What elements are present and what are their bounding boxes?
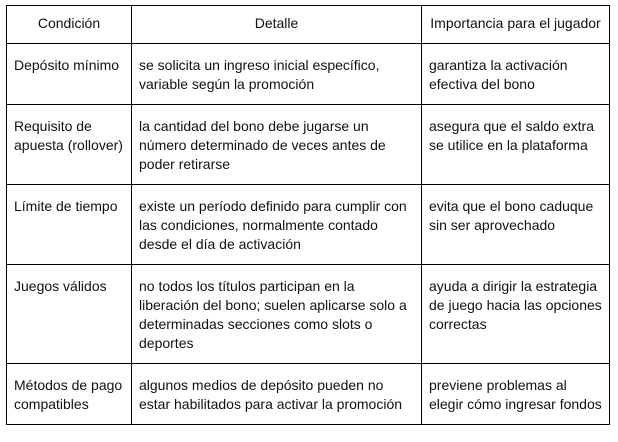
cell-importancia: garantiza la activación efectiva del bono bbox=[422, 44, 610, 105]
cell-condicion: Depósito mínimo bbox=[7, 44, 132, 105]
cell-detalle: algunos medios de depósito pueden no estar habilitados para activar la promoción bbox=[132, 364, 422, 425]
table-header bbox=[7, 6, 610, 44]
cell-importancia: evita que el bono caduque sin ser aprovechado bbox=[422, 185, 610, 265]
cell-importancia: asegura que el saldo extra se utilice en la plataforma bbox=[422, 105, 610, 185]
cell-importancia: ayuda a dirigir la estrategia de juego hacia las opciones correctas bbox=[422, 265, 610, 364]
cell-detalle: se solicita un ingreso inicial específico, variable según la promoción bbox=[132, 44, 422, 105]
header-importancia: Importancia para el jugador bbox=[422, 6, 610, 44]
table-row bbox=[7, 105, 610, 185]
cell-condicion: Métodos de pago compatibles bbox=[7, 364, 132, 425]
table-row bbox=[7, 364, 610, 425]
conditions-table bbox=[6, 5, 610, 425]
cell-condicion: Requisito de apuesta (rollover) bbox=[7, 105, 132, 185]
cell-detalle: no todos los títulos participan en la liberación del bono; suelen aplicarse solo a determinadas secciones como slots o deportes bbox=[132, 265, 422, 364]
table-row bbox=[7, 185, 610, 265]
header-detalle: Detalle bbox=[132, 6, 422, 44]
cell-detalle: existe un período definido para cumplir con las condiciones, normalmente contado desde el día de activación bbox=[132, 185, 422, 265]
cell-condicion: Juegos válidos bbox=[7, 265, 132, 364]
header-condicion: Condición bbox=[7, 6, 132, 44]
header-row bbox=[7, 6, 610, 44]
table-row bbox=[7, 44, 610, 105]
table-body bbox=[7, 44, 610, 425]
cell-condicion: Límite de tiempo bbox=[7, 185, 132, 265]
cell-detalle: la cantidad del bono debe jugarse un número determinado de veces antes de poder retirarse bbox=[132, 105, 422, 185]
table-row bbox=[7, 265, 610, 364]
cell-importancia: previene problemas al elegir cómo ingresar fondos bbox=[422, 364, 610, 425]
